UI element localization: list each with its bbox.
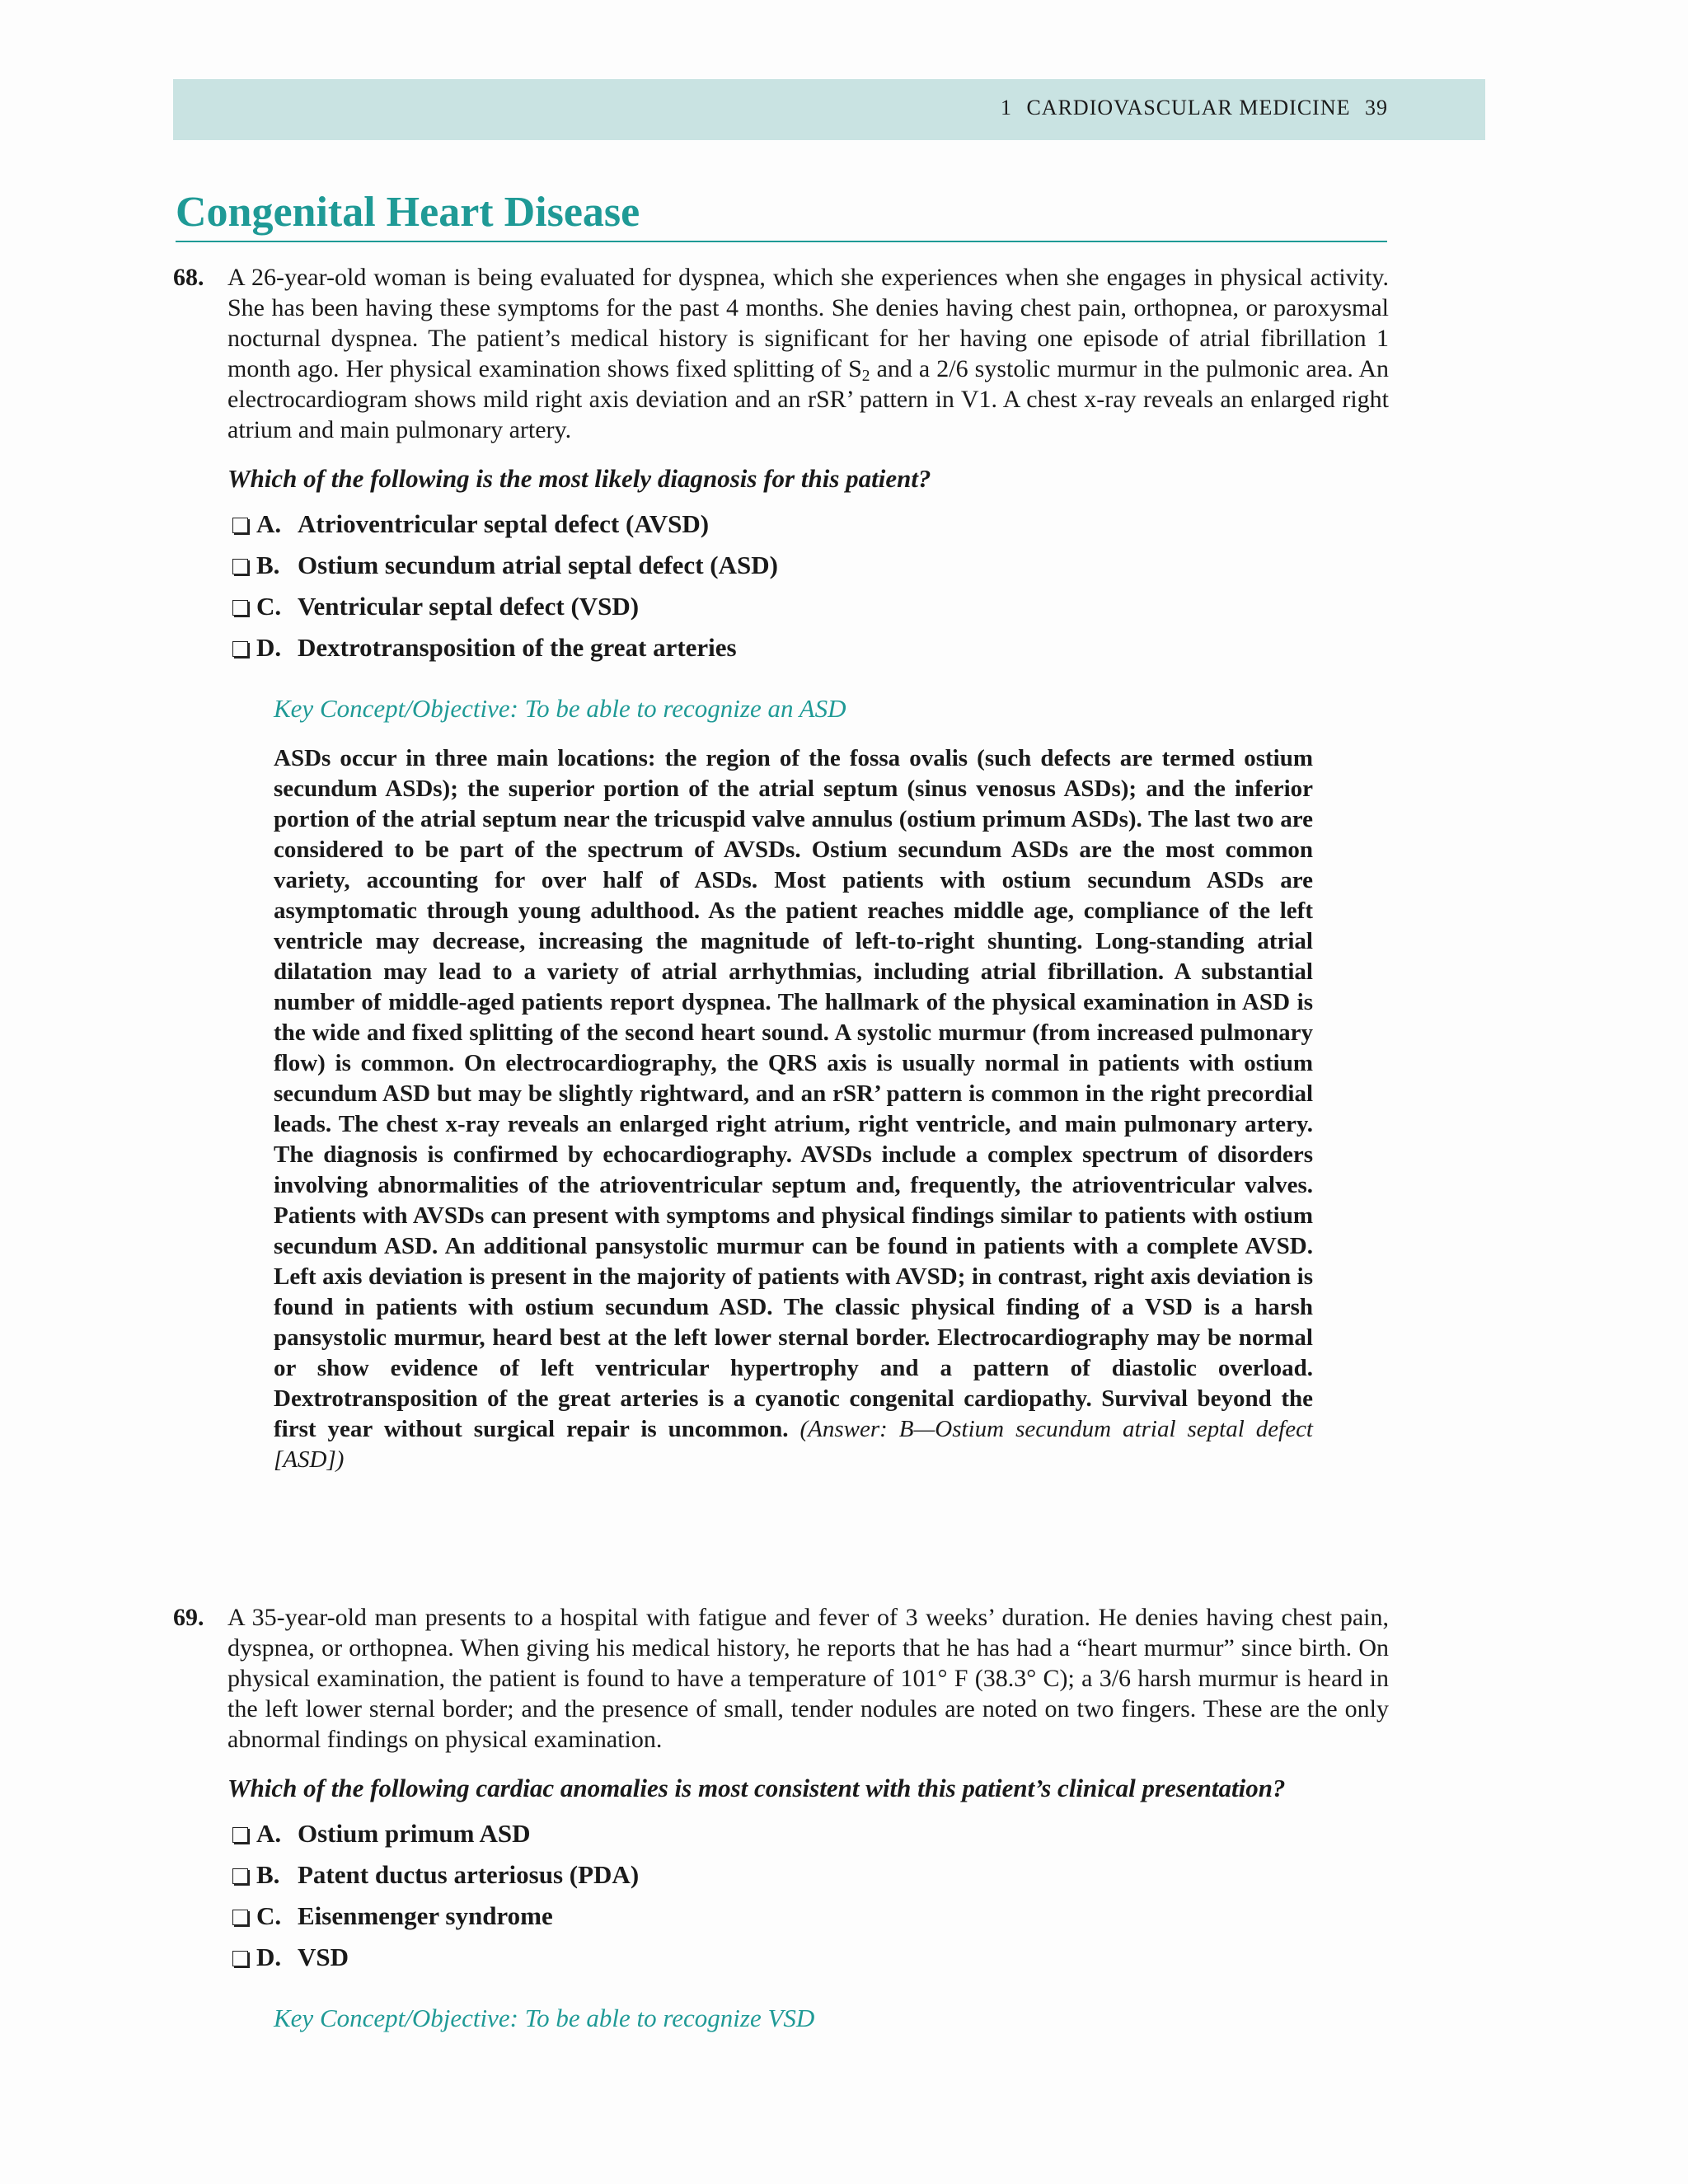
- option-b[interactable]: [232, 550, 1389, 580]
- explanation: [274, 743, 1313, 1475]
- checkbox-icon[interactable]: [232, 1951, 248, 1966]
- chapter-number: 1: [1000, 96, 1012, 120]
- option-a[interactable]: [232, 1818, 1389, 1849]
- option-c[interactable]: [232, 1900, 1389, 1931]
- question-stem: [227, 262, 1389, 445]
- option-letter: D.: [256, 1943, 282, 1971]
- option-letter: A.: [256, 509, 282, 538]
- option-d[interactable]: [232, 632, 1389, 663]
- key-concept: Key Concept/Objective: To be able to recognize VSD: [274, 2004, 815, 2032]
- option-c[interactable]: [232, 591, 1389, 621]
- option-letter: A.: [256, 1819, 282, 1848]
- question-prompt: Which of the following cardiac anomalies is most consistent with this patient’s clinical presentation?: [227, 1774, 1286, 1802]
- question-stem-part1: A 26-year-old woman is being evaluated for dyspnea, which she experiences when she engages in physical activity. She has been having these symptoms for the past 4 months. She denies having chest pain, orthopnea, or paroxysmal nocturnal dyspnea. The patient’s medical history is significant for her having one episode of atrial fibrillation 1 month ago. Her physical examination shows fixed splitting of S: [227, 264, 1389, 382]
- option-text: VSD: [298, 1943, 349, 1971]
- section-title: Congenital Heart Disease: [176, 188, 1387, 242]
- option-text: Ventricular septal defect (VSD): [298, 592, 640, 621]
- option-text: Eisenmenger syndrome: [298, 1901, 553, 1930]
- running-head-text: [992, 96, 1388, 120]
- answer-key: (Answer: B—Ostium secundum atrial septal defect [ASD]): [274, 1416, 1313, 1473]
- question-68: [173, 262, 1389, 1475]
- option-b[interactable]: [232, 1859, 1389, 1890]
- page-number: 39: [1365, 96, 1388, 120]
- checkbox-icon[interactable]: [232, 641, 248, 657]
- checkbox-icon[interactable]: [232, 1827, 248, 1843]
- question-number: 69.: [173, 1604, 204, 1631]
- question-stem-part2: and a 2/6 systolic murmur in the pulmonic area. An electrocardiogram shows mild right axis deviation and an rSR’ pattern in V1. A chest x-ray reveals an enlarged right atrium and main pulmonary artery.: [227, 355, 1389, 443]
- answer-options: [232, 1818, 1389, 1972]
- checkbox-icon[interactable]: [232, 1910, 248, 1925]
- explanation-text: ASDs occur in three main locations: the region of the fossa ovalis (such defects are termed ostium secundum ASDs); the superior portion of the atrial septum (sinus venosus ASDs); and the inferior portion of the atrial septum near the tricuspid valve annulus (ostium primum ASDs). The last two are considered to be part of the spectrum of AVSDs. Ostium secundum ASDs are the most common variety, accounting for over half of ASDs. Most patients with ostium secundum ASDs are asymptomatic through young adulthood. As the patient reaches middle age, compliance of the left ventricle may decrease, increasing the magnitude of left-to-right shunting. Long-standing atrial dilatation may lead to a variety of atrial arrhythmias, including atrial fibrillation. A substantial number of middle-aged patients report dyspnea. The hallmark of the physical examination in ASD is the wide and fixed splitting of the second heart sound. A systolic murmur (from increased pulmonary flow) is common. On electrocardiography, the QRS axis is usually normal in patients with ostium secundum ASD but may be slightly rightward, and an rSR’ pattern is common in the right precordial leads. The chest x-ray reveals an enlarged right atrium, right ventricle, and main pulmonary artery. The diagnosis is confirmed by echocardiography. AVSDs include a complex spectrum of disorders involving abnormalities of the atrioventricular septum and, frequently, the atrioventricular valves. Patients with AVSDs can present with symptoms and physical findings similar to patients with ostium secundum ASD. An additional pansystolic murmur can be found in patients with a complete AVSD. Left axis deviation is present in the majority of patients with AVSD; in contrast, right axis deviation is found in patients with ostium secundum ASD. The classic physical finding of a VSD is a harsh pansystolic murmur, heard best at the left lower sternal border. Electrocardiography may be normal or show evidence of left ventricular hypertrophy and a pattern of diastolic overload. Dextrotransposition of the great arteries is a cyanotic congenital cardiopathy. Survival beyond the first year without surgical repair is uncommon.: [274, 745, 1313, 1442]
- question-69: [173, 1602, 1389, 2033]
- checkbox-icon[interactable]: [232, 600, 248, 616]
- question-number: 68.: [173, 264, 204, 291]
- option-letter: B.: [256, 1860, 280, 1889]
- checkbox-icon[interactable]: [232, 559, 248, 574]
- option-d[interactable]: [232, 1942, 1389, 1972]
- checkbox-icon[interactable]: [232, 518, 248, 533]
- option-text: Ostium primum ASD: [298, 1819, 531, 1848]
- option-text: Patent ductus arteriosus (PDA): [298, 1860, 640, 1889]
- option-text: Dextrotransposition of the great arteries: [298, 633, 737, 662]
- option-letter: B.: [256, 551, 280, 579]
- option-letter: D.: [256, 633, 282, 662]
- option-a[interactable]: [232, 509, 1389, 539]
- option-text: Ostium secundum atrial septal defect (ASD): [298, 551, 778, 579]
- running-head: [173, 79, 1485, 140]
- option-letter: C.: [256, 1901, 282, 1930]
- option-letter: C.: [256, 592, 282, 621]
- chapter-title: CARDIOVASCULAR MEDICINE: [1026, 96, 1351, 120]
- question-stem: A 35-year-old man presents to a hospital with fatigue and fever of 3 weeks’ duration. He denies having chest pain, dyspnea, or orthopnea. When giving his medical history, he reports that he has had a “heart murmur” since birth. On physical examination, the patient is found to have a temperature of 101° F (38.3° C); a 3/6 harsh murmur is heard in the left lower sternal border; and the presence of small, tender nodules are noted on two fingers. These are the only abnormal findings on physical examination.: [227, 1604, 1389, 1753]
- question-prompt: Which of the following is the most likely diagnosis for this patient?: [227, 464, 931, 493]
- key-concept: Key Concept/Objective: To be able to recognize an ASD: [274, 694, 846, 723]
- option-text: Atrioventricular septal defect (AVSD): [298, 509, 710, 538]
- subscript: 2: [861, 367, 870, 385]
- answer-options: [232, 509, 1389, 663]
- checkbox-icon[interactable]: [232, 1868, 248, 1884]
